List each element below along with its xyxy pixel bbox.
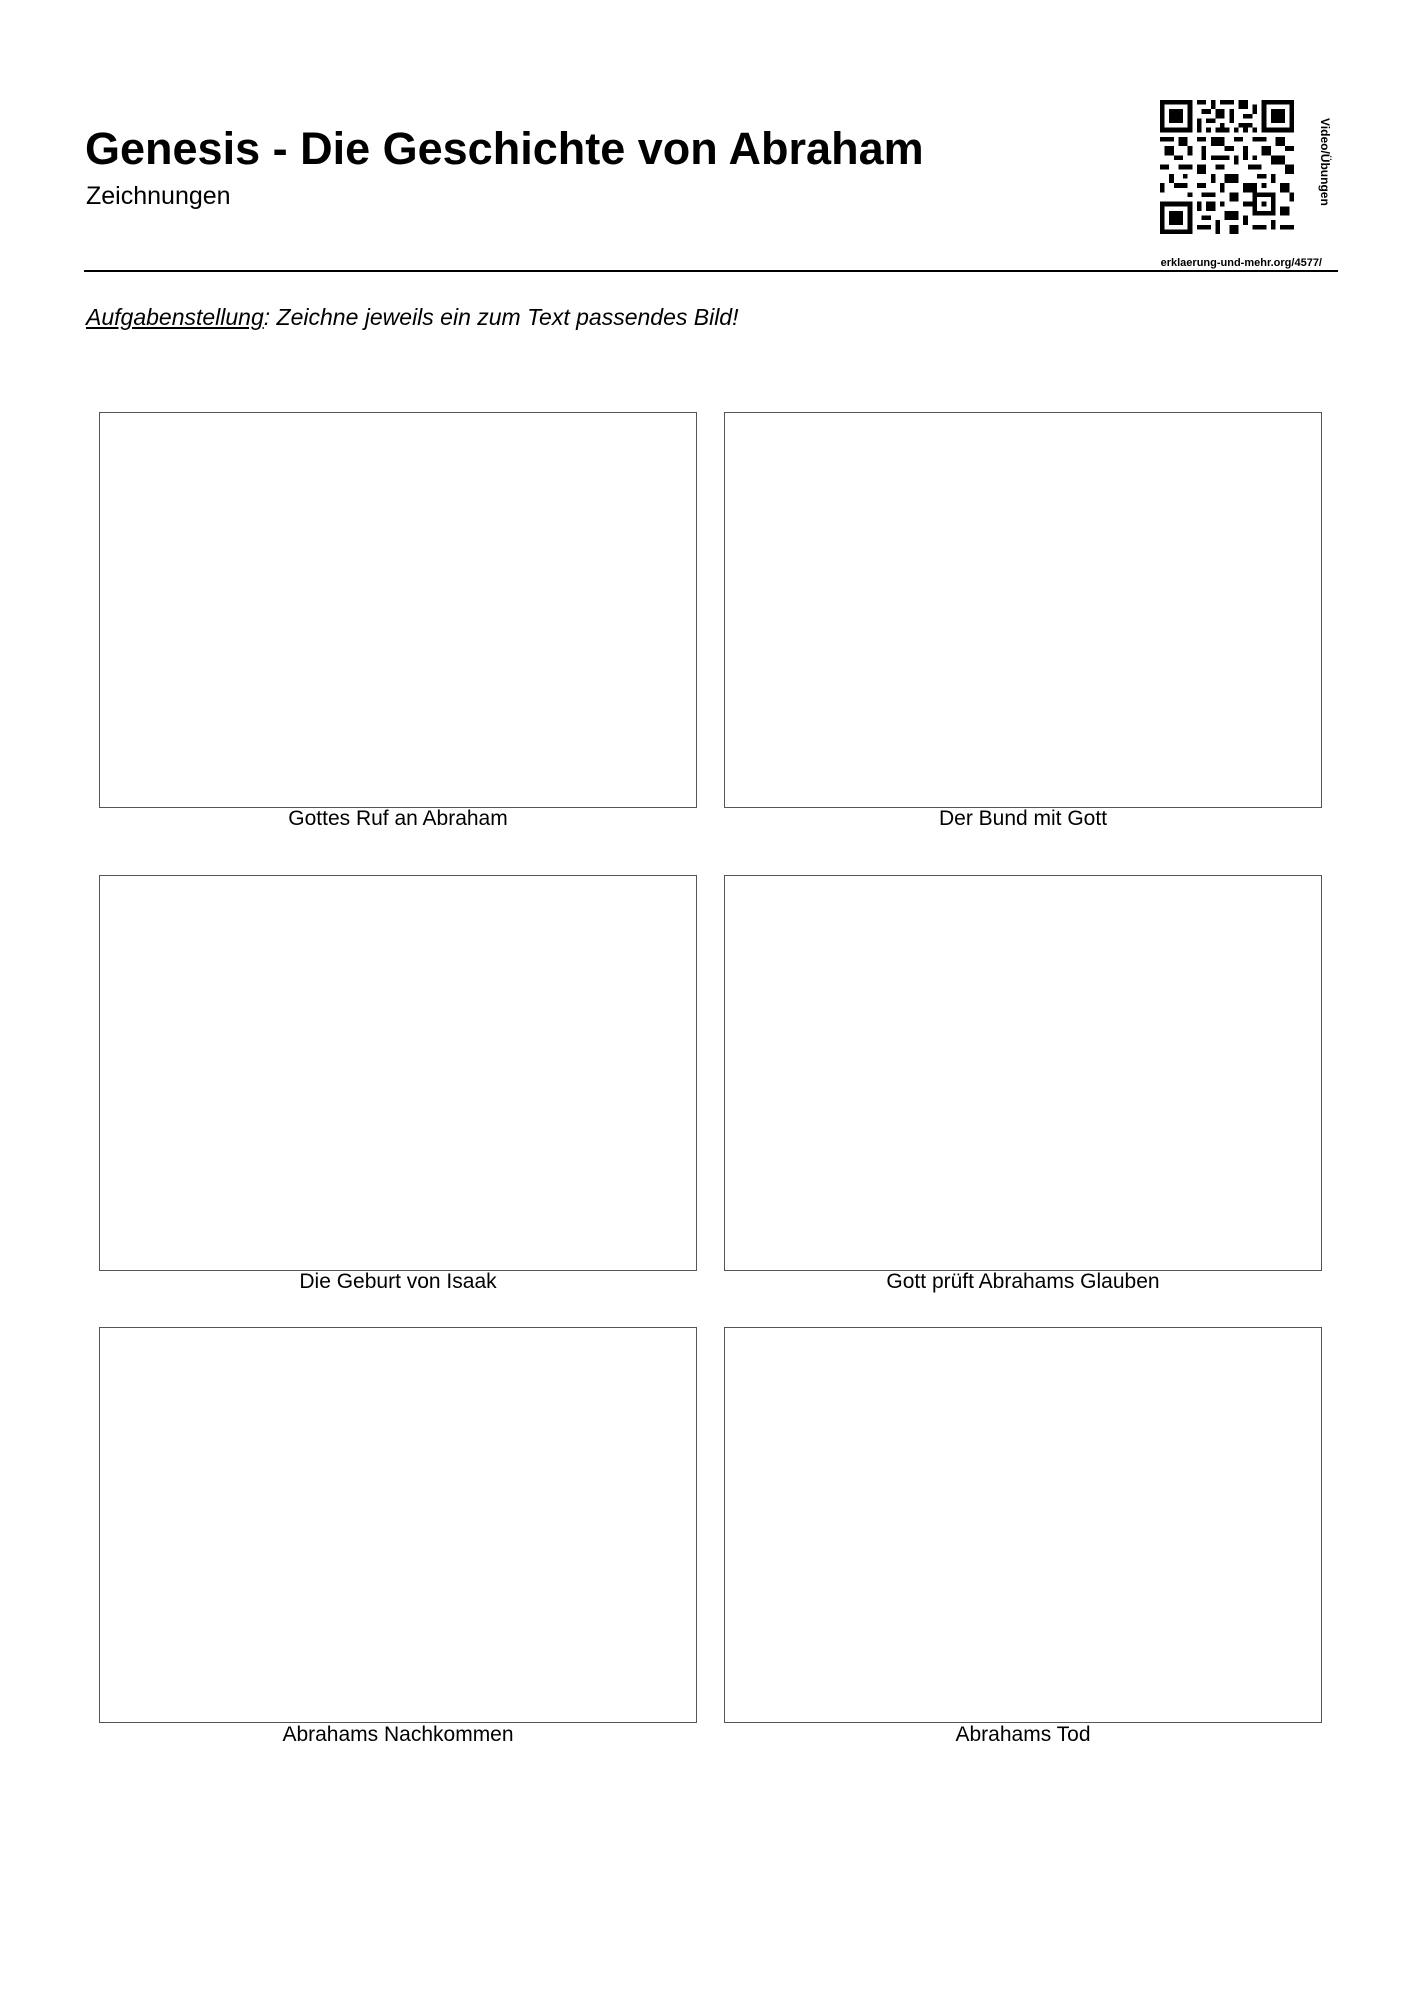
drawing-box-3[interactable] — [99, 875, 697, 1271]
page-subtitle: Zeichnungen — [86, 182, 231, 210]
drawing-box-4[interactable] — [724, 875, 1322, 1271]
task-label: Aufgabenstellung — [86, 304, 264, 330]
drawing-caption-1: Gottes Ruf an Abraham — [288, 807, 508, 830]
drawing-box-6[interactable] — [724, 1327, 1322, 1723]
drawing-box-2[interactable] — [724, 412, 1322, 808]
drawing-caption-4: Gott prüft Abrahams Glauben — [886, 1270, 1160, 1293]
drawing-caption-5: Abrahams Nachkommen — [282, 1723, 514, 1746]
drawing-box-5[interactable] — [99, 1327, 697, 1723]
task-separator: : — [263, 304, 271, 330]
page-title: Genesis - Die Geschichte von Abraham — [85, 123, 924, 174]
drawing-caption-3: Die Geburt von Isaak — [299, 1270, 497, 1293]
task-text: Zeichne jeweils ein zum Text passendes Bild! — [270, 304, 739, 330]
qr-code-icon — [1160, 100, 1294, 234]
drawing-caption-6: Abrahams Tod — [955, 1723, 1091, 1746]
qr-side-label: Video/Übungen — [1318, 118, 1332, 206]
drawing-box-1[interactable] — [99, 412, 697, 808]
drawing-caption-2: Der Bund mit Gott — [938, 807, 1108, 830]
header-divider — [84, 270, 1338, 272]
qr-url: erklaerung-und-mehr.org/4577/ — [1160, 257, 1322, 269]
task-instruction — [86, 304, 739, 331]
